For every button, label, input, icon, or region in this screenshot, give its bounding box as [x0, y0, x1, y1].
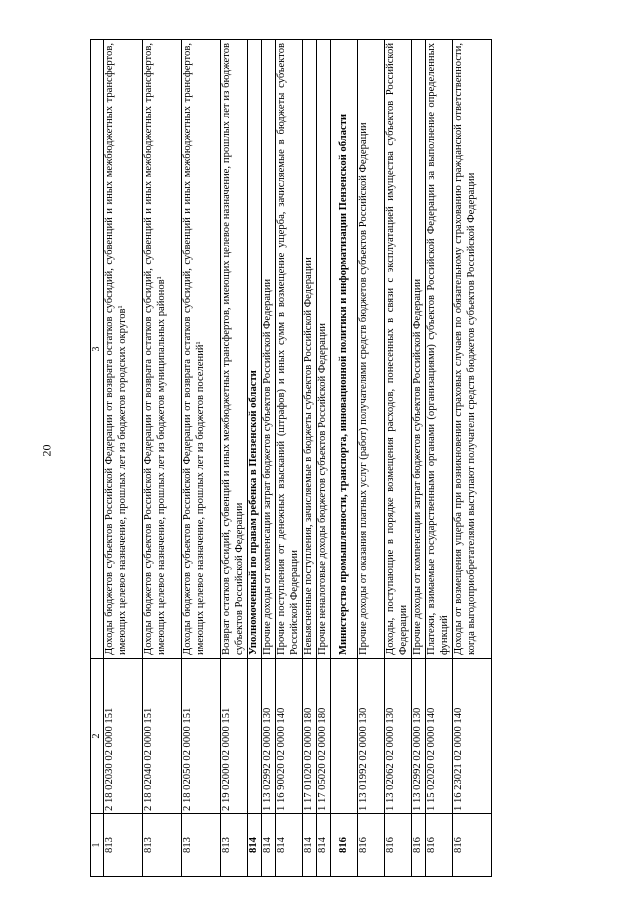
budget-code-cell: 1 15 02020 02 0000 140: [426, 659, 453, 814]
income-description-cell: Невыясненные поступления, зачисляемые в бюджеты субъектов Российской Федерации: [303, 40, 317, 659]
budget-code-cell: 1 17 05020 02 0000 180: [317, 659, 331, 814]
table-row: [358, 40, 385, 877]
header-col-1: 1: [91, 814, 104, 877]
admin-code-cell: 814: [303, 814, 317, 877]
table-row-section: [248, 40, 262, 877]
section-title-cell: Министерство промышленности, транспорта, инновационной политики и информатизации Пензенской области: [331, 40, 358, 659]
admin-code-cell: 814: [248, 814, 262, 877]
income-description-cell: Доходы, поступающие в порядке возмещения расходов, понесенных в связи с эксплуатацией имущества субъектов Российской Федерации: [385, 40, 412, 659]
budget-code-cell: 1 13 02992 02 0000 130: [262, 659, 276, 814]
budget-code-cell: 1 16 23021 02 0000 140: [453, 659, 492, 814]
table-row: [143, 40, 182, 877]
budget-code-cell: 1 13 02992 02 0000 130: [412, 659, 426, 814]
table-header-row: [91, 40, 104, 877]
income-description-cell: Доходы бюджетов субъектов Российской Федерации от возврата остатков субсидий, субвенций и иных межбюджетных трансфертов, имеющих целевое назначение, прошлых лет из бюджетов муниципальных районов¹: [143, 40, 182, 659]
table-row: [182, 40, 221, 877]
income-description-cell: Прочие доходы от компенсации затрат бюджетов субъектов Российской Федерации: [262, 40, 276, 659]
budget-code-cell: 2 18 02050 02 0000 151: [182, 659, 221, 814]
admin-code-cell: 814: [262, 814, 276, 877]
budget-code-cell: 2 18 02030 02 0000 151: [104, 659, 143, 814]
admin-code-cell: 813: [182, 814, 221, 877]
admin-code-cell: 816: [358, 814, 385, 877]
admin-code-cell: 816: [412, 814, 426, 877]
budget-code-cell: 2 19 02000 02 0000 151: [221, 659, 248, 814]
admin-code-cell: 813: [104, 814, 143, 877]
admin-code-cell: 813: [143, 814, 182, 877]
table-row-section: [331, 40, 358, 877]
admin-code-cell: 814: [317, 814, 331, 877]
section-title-cell: Уполномоченный по правам ребенка в Пензенской области: [248, 40, 262, 659]
header-col-2: 2: [91, 659, 104, 814]
budget-code-cell: 1 13 01992 02 0000 130: [358, 659, 385, 814]
budget-code-cell: 2 18 02040 02 0000 151: [143, 659, 182, 814]
table-row: [276, 40, 303, 877]
admin-code-cell: 816: [426, 814, 453, 877]
income-description-cell: Платежи, взимаемые государственными органами (организациями) субъектов Российской Федерации за выполнение определенных функций: [426, 40, 453, 659]
table-row: [104, 40, 143, 877]
income-description-cell: Прочие неналоговые доходы бюджетов субъектов Российской Федерации: [317, 40, 331, 659]
table-row: [453, 40, 492, 877]
income-description-cell: Доходы бюджетов субъектов Российской Федерации от возврата остатков субсидий, субвенций и иных межбюджетных трансфертов, имеющих целевое назначение, прошлых лет из бюджетов поселений¹: [182, 40, 221, 659]
income-description-cell: Возврат остатков субсидий, субвенций и иных межбюджетных трансфертов, имеющих целевое назначение, прошлых лет из бюджетов субъектов Российской Федерации: [221, 40, 248, 659]
income-description-cell: Доходы бюджетов субъектов Российской Федерации от возврата остатков субсидий, субвенций и иных межбюджетных трансфертов, имеющих целевое назначение, прошлых лет из бюджетов городских округов¹: [104, 40, 143, 659]
table-row: [317, 40, 331, 877]
income-description-cell: Прочие поступления от денежных взысканий (штрафов) и иных сумм в возмещение ущерба, зачисляемые в бюджеты субъектов Российской Федерации: [276, 40, 303, 659]
table-row: [385, 40, 412, 877]
table-row: [262, 40, 276, 877]
admin-code-cell: 813: [221, 814, 248, 877]
income-description-cell: Прочие доходы от оказания платных услуг (работ) получателями средств бюджетов субъектов Российской Федерации: [358, 40, 385, 659]
admin-code-cell: 816: [453, 814, 492, 877]
rotated-table-container: [90, 40, 620, 877]
budget-code-cell: 1 16 90020 02 0000 140: [276, 659, 303, 814]
admin-code-cell: 814: [276, 814, 303, 877]
table-row: [426, 40, 453, 877]
table-row: [221, 40, 248, 877]
table-row: [412, 40, 426, 877]
income-description-cell: Доходы от возмещения ущерба при возникновении страховых случаев по обязательному страхованию гражданской ответственности, когда выгодоприобретателями выступают получатели средств бюджетов субъектов Российской Федерации: [453, 40, 492, 659]
page-number-text: 20: [39, 444, 54, 456]
header-col-3: 3: [91, 40, 104, 659]
income-table: [90, 39, 492, 877]
admin-code-cell: 816: [331, 814, 358, 877]
budget-code-cell: [331, 659, 358, 814]
budget-code-cell: 1 13 02062 02 0000 130: [385, 659, 412, 814]
admin-code-cell: 816: [385, 814, 412, 877]
income-description-cell: Прочие доходы от компенсации затрат бюджетов субъектов Российской Федерации: [412, 40, 426, 659]
rotated-table-frame: [90, 40, 620, 877]
page-number: [40, 440, 54, 460]
budget-code-cell: 1 17 01020 02 0000 180: [303, 659, 317, 814]
budget-code-cell: [248, 659, 262, 814]
table-row: [303, 40, 317, 877]
